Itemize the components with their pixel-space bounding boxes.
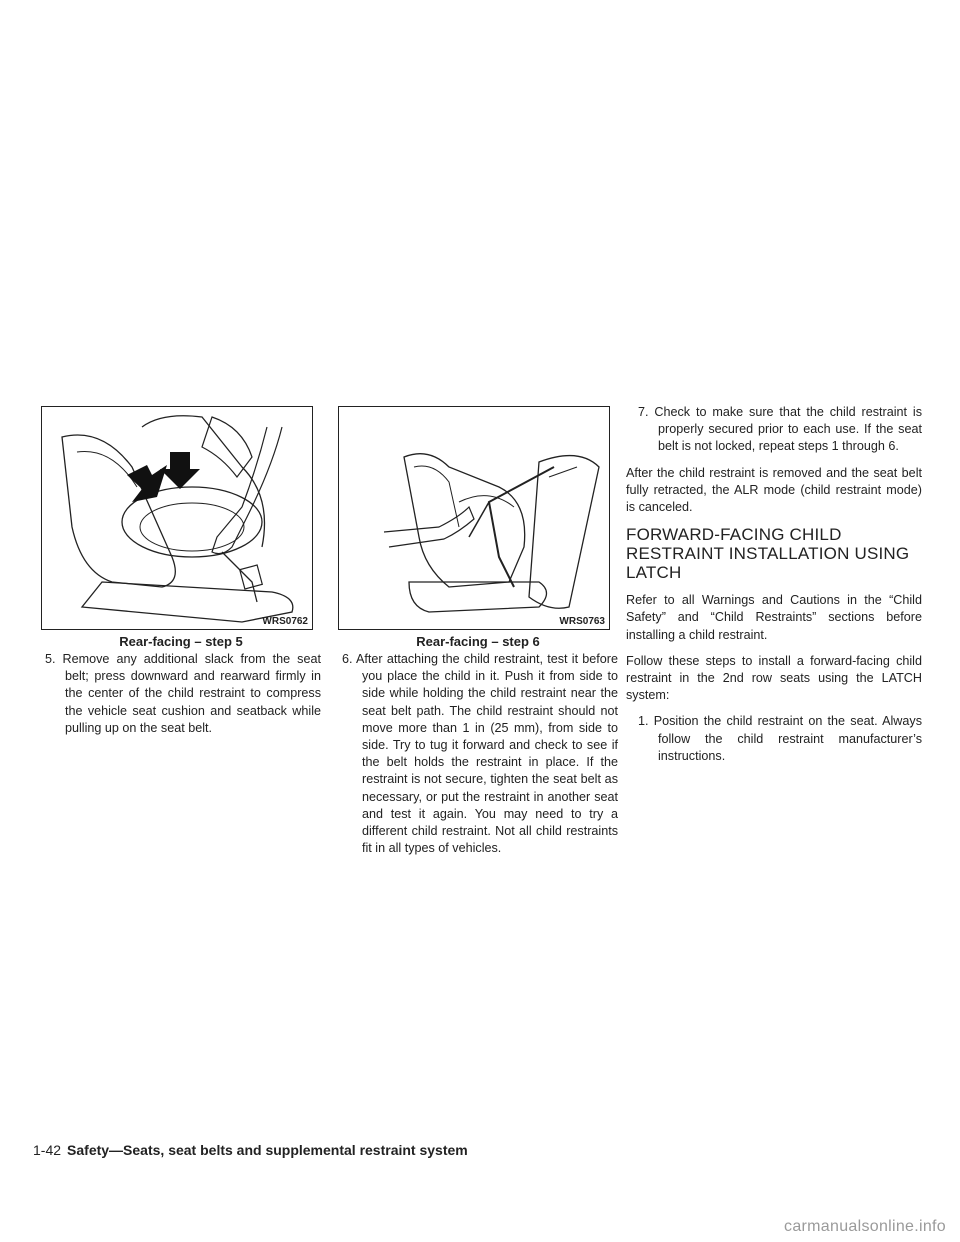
figure-rear-facing-step-6 <box>338 406 610 630</box>
figure-caption: Rear-facing – step 6 <box>416 634 540 649</box>
follow-paragraph: Follow these steps to install a forward-facing child restraint in the 2nd row seats using the LATCH system: <box>626 653 922 703</box>
figure-caption: Rear-facing – step 5 <box>119 634 243 649</box>
watermark: carmanualsonline.info <box>784 1218 946 1235</box>
page-footer <box>33 1142 468 1158</box>
figure-code: WRS0762 <box>262 616 308 627</box>
seat-belt-illustration-step-6 <box>339 407 609 629</box>
column-2 <box>330 406 618 857</box>
section-heading: FORWARD-FACING CHILD RESTRAINT INSTALLATION USING LATCH <box>626 525 910 583</box>
figure-rear-facing-step-5 <box>41 406 313 630</box>
step-7-text: 7. Check to make sure that the child restraint is properly secured prior to each use. If the seat belt is not locked, repeat steps 1 through 6. <box>638 405 922 454</box>
step-1-text: 1. Position the child restraint on the seat. Always follow the child restraint manufacturer’s instructions. <box>638 714 922 763</box>
step-5-text: 5. Remove any additional slack from the seat belt; press downward and rearward firmly in the center of the child restraint to compress the vehicle seat cushion and seatback while pulling up on the seat belt. <box>45 652 321 735</box>
section-title: Safety—Seats, seat belts and supplemental restraint system <box>67 1142 468 1158</box>
page-number: 1-42 <box>33 1142 62 1158</box>
column-3 <box>626 404 922 765</box>
step-6-text: 6. After attaching the child restraint, test it before you place the child in it. Push it from side to side while holding the child restraint near the seat belt path. The child restraint should not move more than 1 in (25 mm), from side to side. Try to tug it forward and check to see if the belt holds the restraint in place. If the restraint is not secure, tighten the seat belt as necessary, or put the restraint in another seat and test it again. You may need to try a different child restraint. Not all child restraints fit in all types of vehicles. <box>342 652 618 856</box>
figure-code: WRS0763 <box>559 616 605 627</box>
alr-note: After the child restraint is removed and the seat belt fully retracted, the ALR mode (child restraint mode) is canceled. <box>626 465 922 515</box>
seat-belt-illustration-step-5 <box>42 407 312 629</box>
column-1 <box>33 406 321 737</box>
refer-paragraph: Refer to all Warnings and Cautions in the “Child Safety” and “Child Restraints” sections before installing a child restraint. <box>626 593 922 642</box>
